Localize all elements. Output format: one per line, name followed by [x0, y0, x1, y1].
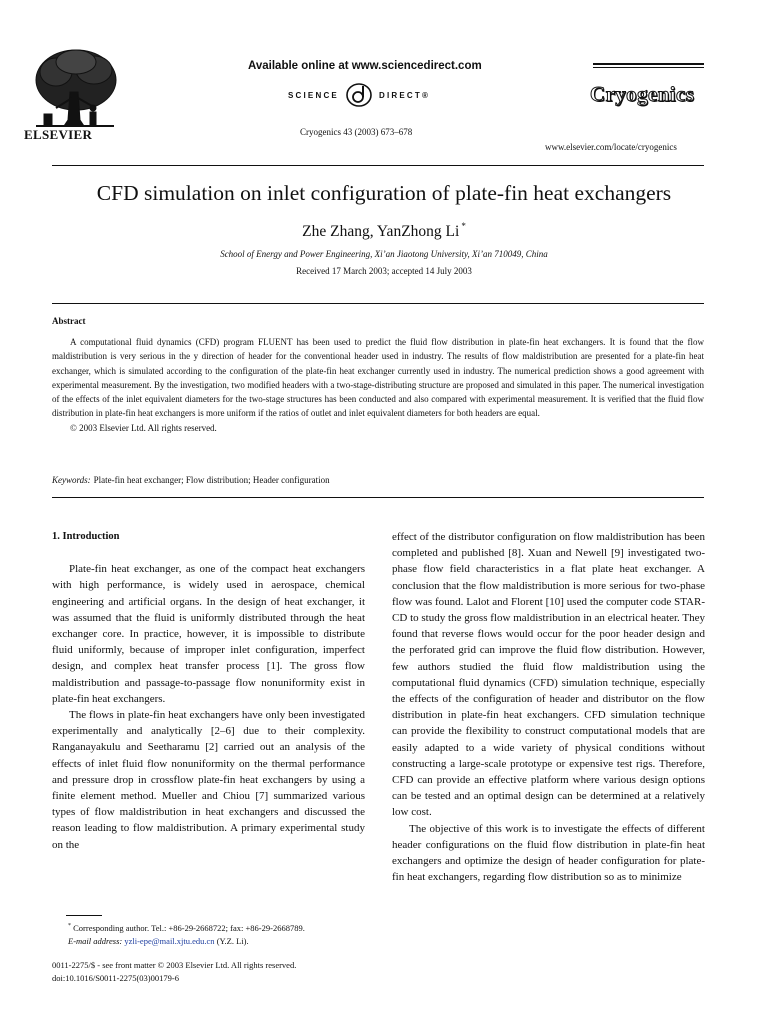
right-paragraph-2: The objective of this work is to investigate the effects of different header configurations on the fluid flow distribution in plate-fin heat exchangers and optimize the design of header configuration for plate-fin heat exchangers, regarding flow distribution so as to minimize — [392, 822, 705, 884]
abstract-body — [52, 335, 704, 435]
article-title: CFD simulation on inlet configuration of plate-fin heat exchangers — [96, 181, 672, 205]
footnote — [68, 920, 378, 947]
author-affiliation: School of Energy and Power Engineering, Xi’an Jiaotong University, Xi’an 710049, China — [220, 249, 548, 259]
journal-url-link[interactable]: www.elsevier.com/locate/cryogenics — [545, 142, 677, 152]
abstract-text: A computational fluid dynamics (CFD) program FLUENT has been used to predict the fluid flow distribution in plate-fin heat exchangers. It is found that the flow maldistribution is very serious in the y direction of header for the conventional header used in industry. The results of flow maldistribution are presented for a plate-fin heat exchanger, which is simulated according to the configuration of the plate-fin heat exchanger currently used in industry. The numerical prediction shows a good agreement with experimental measurement. By the investigation, two modified headers with a two-stage-distributing structure are proposed and simulated in this paper. The numerical investigation of the effects of the inlet equivalent diameters for the two-stage structures has been conducted and also compared with experimental measurement. It is verified that the fluid flow distribution in plate-fin heat exchangers is more uniform if the ratios of outlet and inlet equivalent diameters for both headers are equal. — [52, 337, 704, 419]
journal-rule-thick — [593, 63, 704, 65]
journal-title: Cryogenics — [590, 82, 695, 106]
email-link[interactable]: yzli-epe@mail.xjtu.edu.cn — [124, 935, 215, 946]
doi-link[interactable]: doi:10.1016/S0011-2275(03)00179-6 — [52, 972, 179, 983]
corresponding-author-text: Corresponding author. Tel.: +86-29-2668722; fax: +86-29-2668789. — [73, 923, 305, 933]
footnote-rule — [66, 915, 102, 916]
keywords-text: Plate-fin heat exchanger; Flow distribution; Header configuration — [93, 475, 330, 485]
sciencedirect-logo — [288, 82, 430, 108]
abstract-top-divider — [52, 303, 704, 304]
left-column — [52, 529, 365, 853]
sciencedirect-left-text: SCIENCE — [288, 90, 339, 100]
author-names: Zhe Zhang, YanZhong Li — [302, 223, 460, 240]
left-paragraph-2: The flows in plate-fin heat exchangers have only been investigated experimentally and analytically [2–6] due to their complexity. Ranganayakulu and Seetharamu [2] carried out an analysis of the effects of inlet fluid flow nonuniformity on the thermal performance and pressure drop in crossflow plate-fin heat exchangers by using a finite element method. Mueller and Chiou [7] summarized various types of flow maldistribution in heat exchangers and discussed the reason leading to flow maldistribution. A primary experimental study on the — [52, 709, 365, 851]
email-label: E-mail address: — [68, 935, 123, 946]
issn-line: 0011-2275/$ - see front matter © 2003 Elsevier Ltd. All rights reserved. — [52, 960, 297, 970]
right-paragraph-1: effect of the distributor configuration on flow maldistribution has been completed and published [8]. Xuan and Newell [9] investigated two-phase flow field characteristics in a flat plate heat exchanger. A conclusion that the flow maldistribution is more serious for two-phase flow was found. Lalot and Florent [10] used the computer code STAR-CD to study the gross flow maldistribution in an electrical heater. They found that reverse flows would occur for the poor header design and the perforated grid can improve the fluid flow distribution. However, few authors studied the fluid flow maldistribution using the computational fluid dynamics (CFD) simulation technique, especially the effects of the configuration of header and distributor on the flow distribution in plate-fin heat exchangers. CFD simulation technique can provide the flexibility to construct computational models that are easily adapted to a wide variety of physical conditions without constructing a large-scale prototype or expensive test rigs. Therefore, CFD can provide an effective platform where various design options can be tested and an optimal design can be determined at a relatively low cost. — [392, 531, 705, 819]
email-suffix: (Y.Z. Li). — [216, 935, 249, 946]
corresponding-author-mark[interactable]: * — [461, 221, 466, 231]
sciencedirect-right-text: DIRECT® — [378, 90, 431, 100]
right-column — [392, 529, 705, 885]
available-online-banner: Available online at www.sciencedirect.com — [248, 60, 482, 72]
journal-citation: Cryogenics 43 (2003) 673–678 — [300, 127, 413, 137]
keywords-label: Keywords: — [52, 475, 91, 485]
received-dates: Received 17 March 2003; accepted 14 July 2003 — [296, 266, 472, 276]
abstract-heading: Abstract — [52, 316, 86, 326]
header-divider — [52, 165, 704, 166]
front-matter — [52, 959, 382, 984]
sciencedirect-d-icon — [345, 82, 373, 108]
author-line — [0, 221, 768, 241]
elsevier-wordmark: ELSEVIER — [24, 127, 93, 142]
keywords-line — [52, 475, 330, 485]
footnote-mark: * — [68, 923, 71, 929]
corresponding-author-footnote — [68, 920, 378, 935]
abstract-copyright: © 2003 Elsevier Ltd. All rights reserved. — [70, 422, 217, 433]
abstract-bottom-divider — [52, 497, 704, 498]
section-heading: 1. Introduction — [52, 531, 120, 542]
email-footnote — [68, 935, 378, 948]
left-paragraph-1: Plate-fin heat exchanger, as one of the compact heat exchangers with high performance, is widely used in aerospace, chemical engineering and artificial organs. In the design of heat exchanger, it was assumed that the fluid is uniformly distributed through the heat exchanger core. In practice, however, it is impossible to distribute fluid uniformly, because of improper inlet configuration, imperfect design, and complex heat transfer process [1]. The gross flow maldistribution and passage-to-passage flow nonuniformity exist in plate-fin heat exchangers. — [52, 563, 365, 705]
journal-rule-thin — [593, 67, 704, 68]
